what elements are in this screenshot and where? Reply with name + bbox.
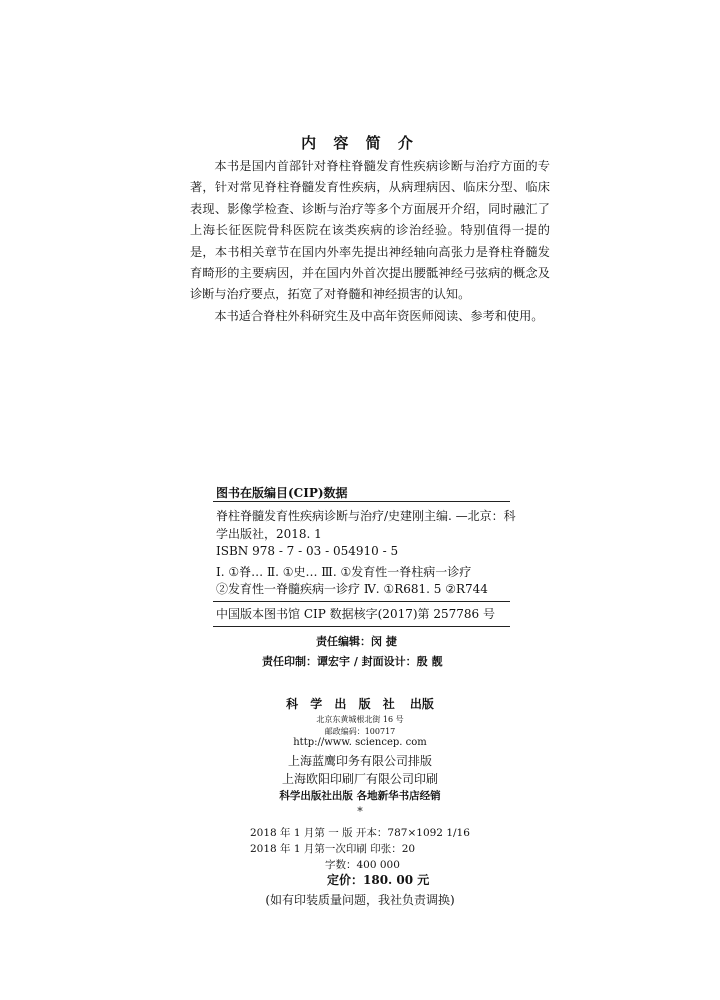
summary-title: 内 容 简 介 (301, 134, 419, 152)
publisher-address: 北京东黄城根北街 16 号 (316, 715, 404, 724)
printer: 上海欧阳印刷厂有限公司印刷 (281, 772, 438, 786)
publisher-name: 科 学 出 版 社 (286, 697, 399, 711)
publisher-postcode: 邮政编码：100717 (324, 727, 396, 736)
distribution: 科学出版社出版 各地新华书店经销 (279, 790, 441, 802)
divider (213, 601, 510, 602)
print-design-credit: 责任印制：谭宏宇 / 封面设计：殷 靓 (262, 655, 443, 668)
cip-title-line: 脊柱脊髓发育性疾病诊断与治疗/史建刚主编. —北京：科 (216, 509, 516, 523)
cip-classification: ②发育性一脊髓疾病一诊疗 Ⅳ. ①R681. 5 ②R744 (216, 582, 488, 596)
summary-text (190, 156, 550, 327)
separator-star: * (357, 805, 363, 818)
printing-info: 2018 年 1 月第一次印刷 印张：20 (250, 843, 416, 855)
editor-credit: 责任编辑：闵 捷 (316, 635, 397, 648)
publisher-suffix: 出版 (409, 697, 434, 711)
edition-info: 2018 年 1 月第 一 版 开本：787×1092 1/16 (250, 827, 470, 839)
cip-classification: Ⅰ. ①脊… Ⅱ. ①史… Ⅲ. ①发育性一脊柱病一诊疗 (216, 565, 472, 579)
cip-core-number: 中国版本图书馆 CIP 数据核字(2017)第 257786 号 (216, 607, 495, 621)
cip-isbn: ISBN 978 - 7 - 03 - 054910 - 5 (216, 544, 399, 558)
typesetter: 上海蓝鹰印务有限公司排版 (287, 754, 432, 768)
summary-paragraph: 本书是国内首部针对脊柱脊髓发育性疾病诊断与治疗方面的专著，针对常见脊柱脊髓发育性疾病，从病理病因、临床分型、临床表现、影像学检查、诊断与治疗等多个方面展开介绍，同时融汇了上海长征医院骨科医院在该类疾病的诊治经验。特别值得一提的是，本书相关章节在国内外率先提出神经轴向高张力是脊柱脊髓发育畸形的主要病因，并在国内外首次提出腰骶神经弓弦病的概念及诊断与治疗要点，拓宽了对脊髓和神经损害的认知。 (190, 159, 550, 302)
cip-title-line: 学出版社，2018. 1 (216, 527, 322, 541)
cip-header: 图书在版编目(CIP)数据 (216, 486, 348, 500)
divider (213, 626, 510, 627)
price: 定价：180. 00 元 (327, 873, 430, 887)
publisher-website: http://www. sciencep. com (293, 737, 427, 748)
quality-notice: (如有印装质量问题，我社负责调换) (265, 893, 455, 907)
divider (213, 501, 510, 502)
publisher-line (0, 693, 720, 712)
word-count: 字数：400 000 (325, 859, 400, 871)
summary-paragraph: 本书适合脊柱外科研究生及中高年资医师阅读、参考和使用。 (214, 308, 544, 323)
